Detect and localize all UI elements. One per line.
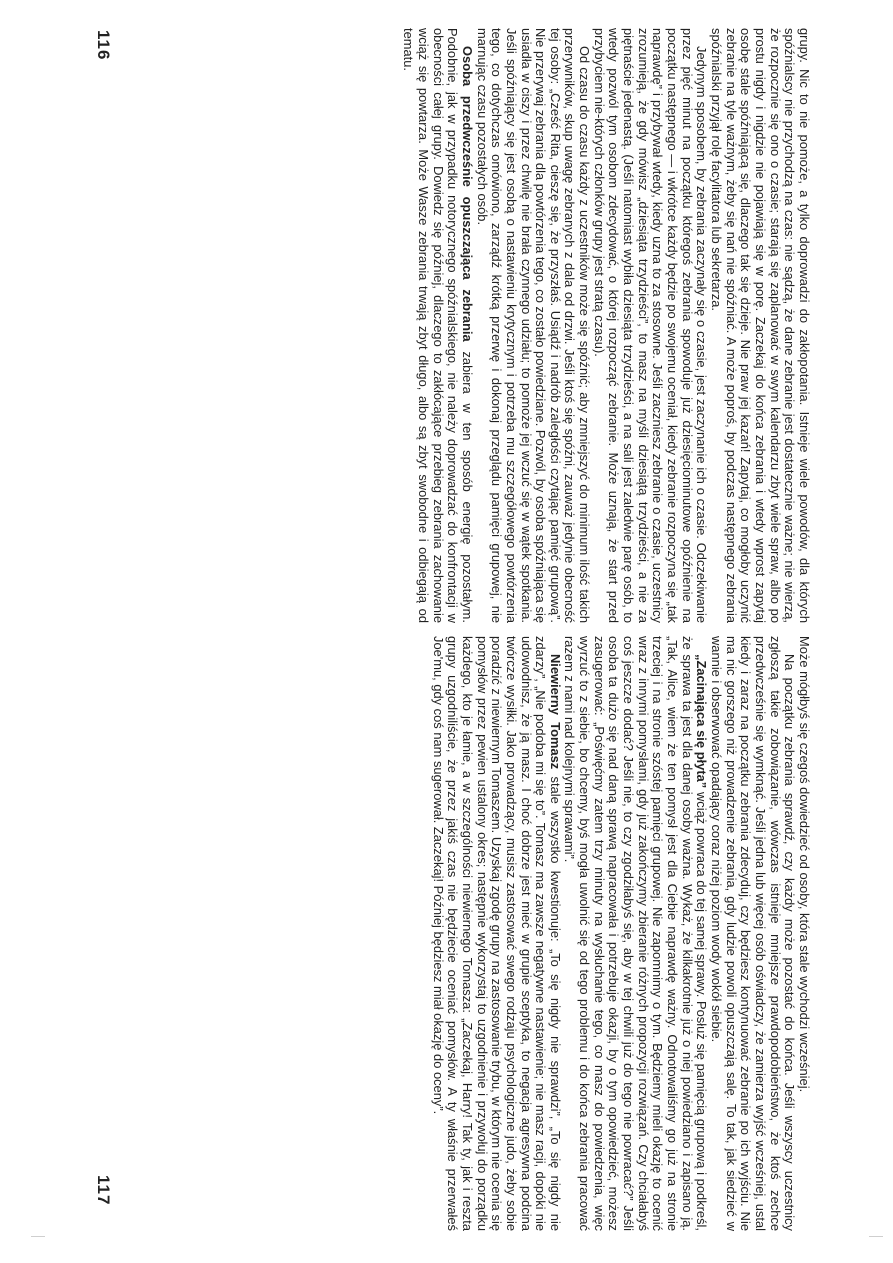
paragraph: Od czasu do czasu każdy z uczestników może się spóźnić; aby zmniejszyć do minimum ilość takich przerywników, skup uwagę zebranych z dala od drzwi. Jeśli ktoś się spóźni, zauważ jedynie obecność tej osoby: „Cześć Rita, cieszę się, że przyszłaś. Usiądź i nadrób zaległości czytając pamięć grupową”. Nie przerywaj zebrania dla powtórzenia tego, co zostało powiedziane. Pozwól, by osoba spóźniająca się usiadła w ciszy i przez chwilę nie brała czynnego udziału; to pomoże jej wczuć się w wątek spotkania. Jeśli spóźniający się jest osobą o nastawieniu krytycznym i potrzeba mu szczegółowego powtórzenia tego, co dotychczas omówiono, zarządź krótką przerwę i dokonaj przeglądu pamięci grupowej, nie marnując czasu pozostałych osób. [474, 28, 593, 623]
paragraph-text: wciąż powraca do tej samej sprawy. Posłuż się pamięcią grupową i podkreśl, że sprawa ta jest dla danej osoby ważna. Wykaż, że kilkakrotnie już o niej powiedziano i zapisano ją. „Tak, Alice, wiem że ten pomysł jest dla Ciebie naprawdę ważny. Odnotowaliśmy go już na stronie trzeciej i na stronie szóstej pamięci grupowej. Nie zapomnimy o tym. Będziemy mieli okazję to ocenić wraz z innymi pomysłami, gdy już zakończymy zbieranie różnych propozycji rozwiązań. Czy chciałabyś coś jeszcze dodać? Jeśli nie, to czy zgodziłabyś się, aby w tej chwili już do tego nie powracać?” Jeśli osoba ta dużo się nad daną sprawą napracowała i potrzebuje okazji, by o tym opowiedzieć, możesz zasugerować: „Poświęćmy zatem trzy minuty na wysłuchanie tego, co masz do powiedzenia, więc wyrzuć to z siebie, bo chcemy, byś mogła uwolnić się od tego problemu i do końca zebrania pracować razem z nami nad kolejnymi sprawami”. [562, 636, 710, 1231]
right-page-text [430, 636, 811, 1231]
paragraph: Jedynym sposobem, by zebrania zaczynały się o czasie, jest zaczynanie ich o czasie. Odczekiwanie przez pięć minut na początku któregoś zebrania spowoduje już dziesięciominutowe opóźnienie na początku następnego — i wkrótce każdy będzie po swojemu oceniał, kiedy zebranie rozpoczyna się „tak naprawdę” i przybywał wtedy, kiedy uzna to za stosowne. Jeśli zaczniesz zebranie o czasie, uczestnicy zrozumieją, że gdy mówisz „dziesiąta trzydzieści”, to masz na myśli dziesiątą trzydzieści, a nie za piętnaście jedenastą. (Jeśli natomiast wybiła dziesiąta trzydzieści, a na sali jest zaledwie parę osób, to wtedy pozwól tym osobom zdecydować, o której rozpocząć zebranie. Może uznają, że start przed przybyciem nie-których członków grupy jest stratą czasu). [591, 28, 710, 623]
scan-artifact [869, 1236, 883, 1237]
scan-artifact [31, 1236, 45, 1237]
paragraph: Na początku zebrania sprawdź, czy każdy może pozostać do końca. Jeśli wszyscy uczestnicy zgłoszą takie zobowiązanie, wówczas istnieje mniejsze prawdopodobieństwo, że ktoś zechce przedwcześnie się wymknąć. Jeśli jedna lub więcej osób oświadczy, że zamierza wyjść wcześniej, ustal kiedy i zaraz na początku zebrania zdecyduj, czy będziesz kontynuować zebranie po ich wyjściu. Nie ma nic gorszego niż prowadzenie zebrania, gdy ludzie powoli opuszczają salę. To tak, jak siedzieć w wannie i obserwować opadający coraz niżej poziom wody wokół siebie. [709, 636, 798, 1231]
left-page-text [401, 28, 811, 623]
left-page [251, 28, 811, 623]
paragraph [401, 28, 474, 623]
section-lead: „Zacinająca się płyta” [694, 654, 710, 789]
section-lead: Niewierny Tomasz [547, 654, 563, 770]
page-number-left: 116 [94, 30, 113, 61]
right-page [251, 636, 811, 1231]
paragraph-text: zabiera w ten sposób energię pozostałym. Podobnie, jak w przypadku notorycznego spóźnialskiego, nie należy doprowadzać do konfrontacji w obecności całej grupy. Dowiedz się później, dlaczego to zakłócające przebieg zebrania zachowanie wciąż się powtarza. Może Wasze zebrania trwają zbyt długo, albo są zbyt swobodne i odbiegają od tematu. [401, 28, 475, 623]
page-number-right: 117 [94, 1175, 113, 1206]
paragraph-text: stale wszystko kwestionuje: „To się nigdy nie sprawdzi”, „To się nigdy nie zdarzy”, „Nie podoba mi się to”. Tomasz ma zawsze negatywne nastawienie; nie masz racji, dopóki nie udowodnisz, że ją masz. I choć dobrze jest mieć w grupie sceptyka, to negacja agresywna podcina twórcze wysiłki. Jako prowadzący, musisz zastosować swego rodzaju psychologiczne judo, żeby sobie poradzić z niewiernym Tomaszem. Uzyskaj zgodę grupy na zastosowanie trybu, w którym nie ocenia się pomysłów przez pewien ustalony okres; następnie wykorzystaj to uzgodnienie i przywołuj do porządku każdego, kto je łamie, a w szczególności niewiernego Tomasza: „Zaczekaj, Harry! Tak ty, jak i reszta grupy uzgodniliście, że przez jakiś czas nie będziecie oceniać pomysłów. A ty właśnie przerwałeś Joe'mu, gdy coś nam sugerował. Zaczekaj! Później będziesz miał okazję do oceny”. [430, 636, 563, 1231]
paragraph [562, 636, 709, 1231]
section-lead: Osoba przedwcześnie opuszczająca zebrania [459, 46, 475, 342]
paragraph [430, 636, 562, 1231]
paragraph: grupy. Nic to nie pomoże, a tylko doprowadzi do zakłopotania. Istnieje wiele powodów, dla których spóźnialscy nie przychodzą na czas: nie sądzą, że dane zebranie jest dostatecznie ważne; nie wierzą, że rozpocznie się ono o czasie; starają się zaplanować w swym kalendarzu zbyt wiele spraw, albo po prostu nigdy i nigdzie nie pojawiają się w porę. Zaczekaj do końca zebrania i wtedy wprost zapytaj osobę stale spóźniającą się, dlaczego tak się dzieje. Nie praw jej kazań! Zapytaj, co mogłoby uczynić zebranie na tyle ważnym, żeby się nań nie spóźniać. A może poproś, by podczas następnego zebrania spóźnialski przyjął rolę facylitatora lub sekretarza. [709, 28, 812, 623]
paragraph: Może mógłbyś się czegoś dowiedzieć od osoby, która stale wychodzi wcześniej. [797, 636, 812, 1093]
